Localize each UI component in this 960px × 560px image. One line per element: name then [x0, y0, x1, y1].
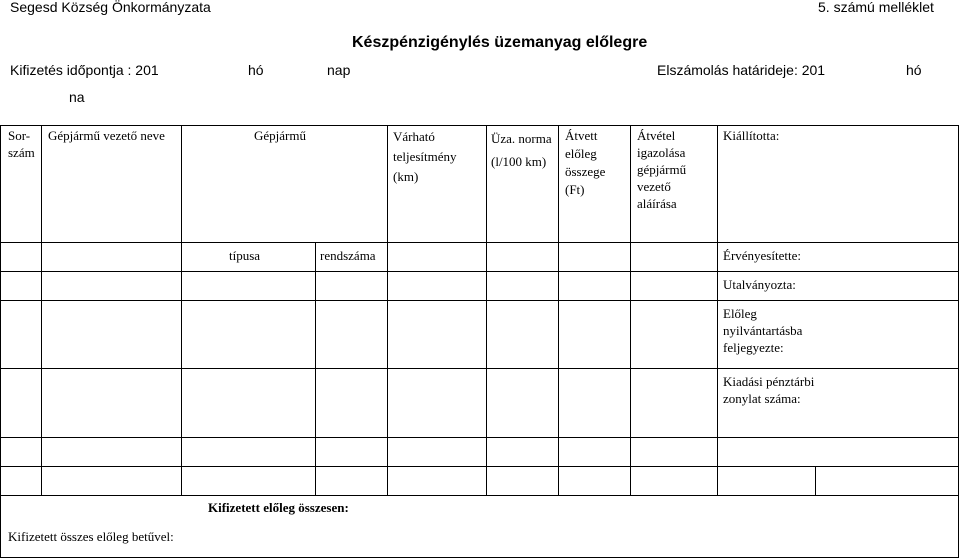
document-title: Készpénzigénylés üzemanyag előlegre [352, 34, 648, 51]
receipt-confirmation-header [637, 127, 686, 212]
receipt-confirmation-line5: aláírása [637, 196, 677, 211]
payment-month-label: hó [248, 62, 264, 78]
fuel-norm-header [491, 127, 552, 173]
recorded-by-label: Előleg nyilvántartásba feljegyezte: [723, 306, 803, 355]
total-advance-label: Kifizetett előleg összesen: [208, 500, 349, 515]
vehicle-type-header: típusa [229, 248, 261, 263]
fuel-norm-line1: Üza. norma [491, 131, 552, 146]
expected-mileage-line1: Várható [393, 129, 435, 144]
voucher-number-label: Kiadási pénztárbizonylat száma: [723, 374, 815, 406]
expected-mileage-line3: (km) [393, 169, 419, 184]
settlement-deadline-label: Elszámolás határideje: 201 [657, 62, 826, 78]
payment-date-label: Kifizetés időpontja : 201 [10, 62, 159, 78]
settlement-day-label: na [69, 89, 85, 105]
approved-by-label: Utalványozta: [723, 277, 796, 292]
organization-name: Segesd Község Önkormányzata [10, 0, 211, 15]
advance-amount-line2: előleg [565, 146, 597, 161]
vehicle-plate-header: rendszáma [320, 248, 376, 263]
advance-amount-line3: összege [565, 164, 606, 179]
validated-by-label: Érvényesítette: [723, 248, 801, 263]
expected-mileage-header [393, 127, 457, 187]
receipt-confirmation-line4: vezető [637, 179, 671, 194]
serial-header-line1: Sor- [8, 128, 31, 143]
fuel-norm-line2: (l/100 km) [491, 154, 547, 169]
receipt-confirmation-line3: gépjármű [637, 162, 687, 177]
advance-amount-header [565, 127, 605, 199]
receipt-confirmation-line2: igazolása [637, 145, 686, 160]
expected-mileage-line2: teljesítmény [393, 149, 457, 164]
serial-header [8, 127, 35, 161]
driver-name-header: Gépjármű vezető neve [48, 128, 165, 143]
serial-header-line2: szám [8, 145, 35, 160]
settlement-month-label: hó [906, 62, 922, 78]
advance-amount-line4: (Ft) [565, 182, 585, 197]
receipt-confirmation-line1: Átvétel [637, 128, 676, 143]
payment-day-label: nap [327, 62, 351, 78]
advance-amount-line1: Átvett [565, 128, 598, 143]
issued-by-label: Kiállította: [723, 128, 780, 143]
total-advance-in-words-label: Kifizetett összes előleg betűvel: [8, 529, 174, 544]
appendix-number: 5. számú melléklet [818, 0, 934, 15]
vehicle-header: Gépjármű [254, 128, 306, 143]
